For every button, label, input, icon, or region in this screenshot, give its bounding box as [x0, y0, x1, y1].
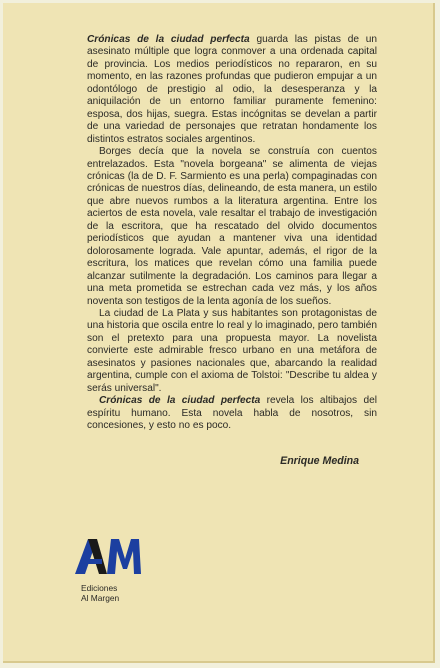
book-title-reference: Crónicas de la ciudad perfecta: [87, 34, 250, 45]
back-cover-blurb: [87, 34, 377, 433]
blurb-text: revela los altibajos del espíritu humano. Esta novela habla de nosotros, sin concesiones, y esto no es poco.: [87, 395, 377, 432]
blurb-paragraph-1: [87, 34, 377, 146]
publisher-line-2: Al Margen: [81, 593, 120, 603]
author-signature: Enrique Medina: [280, 455, 359, 467]
publisher-name: [81, 583, 119, 603]
publisher-line-1: Ediciones: [81, 583, 118, 593]
blurb-paragraph-3: La ciudad de La Plata y sus habitantes son protagonistas de una historia que oscila entre lo real y lo imaginado, pero también son el pretexto para una propuesta mayor. La novelista convierte este admirable fresco urbano en una metáfora de asesinatos y pasiones nacionales que, abarcando la realidad argentina, cumple con el axioma de Tolstoi: "Describe tu aldea y serás universal".: [87, 307, 377, 394]
blurb-paragraph-4: [87, 395, 377, 432]
publisher-logo: [73, 537, 143, 575]
book-title-reference: Crónicas de la ciudad perfecta: [99, 395, 261, 407]
blurb-text: guarda las pistas de un asesinato múltiple que logra conmover a una ordenada capital de provincia. Los medios periodísticos no repararon, en su momento, en las razones profundas que pudieron empujar a un odontólogo de prestigio al odio, la desesperanza y la aniquilación de un entorno familiar puramente femenino: esposa, dos hijas, suegra. Estas incógnitas se develan a partir de una variedad de personajes que retratan hondamente los distintos estratos sociales argentinos.: [87, 34, 377, 145]
back-cover: [3, 3, 435, 663]
logo-letter-a-bar: [82, 559, 102, 564]
logo-letter-m: [107, 539, 141, 574]
blurb-paragraph-2: Borges decía que la novela se construía con cuentos entrelazados. Esta "novela borgeana" se alimenta de viejas crónicas (la de D. F. Sarmiento es una perla) compaginadas con crónicas de nuestros días, delineando, de esta manera, un estilo que abre nuevos rumbos a la literatura argentina. Entre los aciertos de esta novela, vale resaltar el trabajo de investigación de la escritora, que ha rescatado del olvido documentos periodísticos que ayudan a mantener viva una identidad dolorosamente lograda. Vale apuntar, además, el rigor de la escritura, los matices que revelan cómo una familia puede alcanzar sutilmente la degradación. Los caminos para llegar a una meta prometida se estrechan cada vez más, y los años noventa son testigos de la lenta agonía de los sueños.: [87, 146, 377, 307]
